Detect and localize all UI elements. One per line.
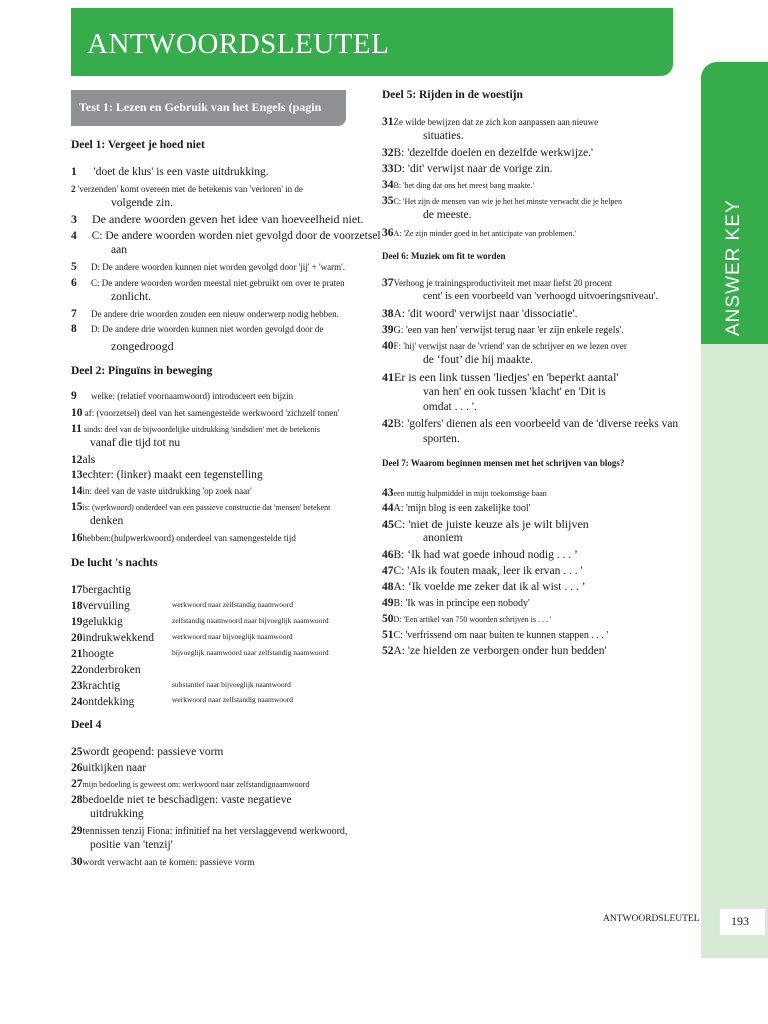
item-text: is: (werkwoord) onderdeel van een passieve constructie dat 'mensen' betekent xyxy=(82,503,331,512)
list-item xyxy=(382,612,551,627)
list-item xyxy=(71,855,255,871)
item-number: 45 xyxy=(382,517,394,531)
item-number: 19 xyxy=(71,616,83,628)
item-number: 46 xyxy=(382,549,394,561)
item-number: 27 xyxy=(71,778,83,790)
page-title: ANTWOORDSLEUTEL xyxy=(87,28,390,60)
section-title: Deel 4 xyxy=(71,719,102,731)
item-number: 9 xyxy=(71,390,77,402)
item-text: C: 'verfrissend om naar buiten te kunnen stappen . . . ' xyxy=(393,630,609,641)
side-strip xyxy=(701,344,768,958)
item-text: Verhoog je trainingsproductiviteit met maar liefst 20 procent xyxy=(393,278,612,288)
item-number: 44 xyxy=(382,502,394,514)
list-item xyxy=(382,644,607,659)
item-number: 48 xyxy=(382,581,394,593)
item-continuation: zongedroogd xyxy=(111,339,174,353)
item-number: 13 xyxy=(71,469,83,481)
item-continuation: denken xyxy=(90,515,124,527)
item-text: D: De andere woorden kunnen niet worden gevolgd door 'jij' + 'warm'. xyxy=(91,262,345,272)
list-item xyxy=(382,307,577,322)
item-text: D: 'Een artikel van 750 woorden schrijven is . . . ' xyxy=(393,615,552,624)
list-item xyxy=(71,745,223,760)
item-continuation: uitdrukking xyxy=(90,808,144,820)
item-text: 'doet de klus' is een vaste uitdrukking. xyxy=(93,166,269,178)
item-number: 35 xyxy=(382,195,394,207)
item-note: werkwoord naar bijvoeglijk naamwoord xyxy=(172,632,293,641)
item-text: B: 'golfers' dienen als een voorbeeld van de 'diverse reeks van xyxy=(393,418,679,430)
list-item xyxy=(382,370,619,385)
item-number: 29 xyxy=(71,825,83,837)
item-number: 28 xyxy=(71,794,83,806)
list-item xyxy=(71,422,320,437)
item-text: echter: (linker) maakt een tegenstelling xyxy=(82,469,263,481)
item-text: als xyxy=(82,454,96,466)
list-item xyxy=(71,793,292,808)
list-item xyxy=(382,194,622,209)
item-text: Er is een link tussen 'liedjes' en 'beperkt aantal' xyxy=(394,370,619,384)
list-item xyxy=(382,162,553,177)
list-item xyxy=(382,564,583,579)
item-text: tennissen tenzij Fiona: infinitief na het verslaggevend werkwoord, xyxy=(82,826,348,837)
list-item xyxy=(71,276,345,291)
list-item xyxy=(71,484,252,499)
item-continuation: anoniem xyxy=(423,532,463,544)
item-note: substantief naar bijvoeglijk naamwoord xyxy=(172,680,291,689)
item-text: hebben:(hulpwerkwoord) onderdeel van samengestelde tijd xyxy=(82,533,296,543)
list-item xyxy=(71,631,154,646)
item-continuation: van hen' en ook tussen 'klacht' en 'Dit is xyxy=(423,386,606,398)
list-item xyxy=(71,761,146,776)
item-text: A: 'ze hielden ze verborgen onder hun bedden' xyxy=(393,645,607,657)
item-number: 51 xyxy=(382,629,394,641)
item-number: 14 xyxy=(71,485,83,497)
item-number: 30 xyxy=(71,856,83,868)
list-item xyxy=(382,146,593,161)
list-item xyxy=(71,260,345,275)
list-item xyxy=(382,276,612,291)
test-banner xyxy=(71,90,346,126)
item-number: 25 xyxy=(71,746,83,758)
list-item xyxy=(71,663,141,678)
item-text: De andere drie woorden zouden een nieuw onderwerp nodig hebben. xyxy=(91,309,339,319)
item-number: 37 xyxy=(382,277,394,289)
item-number: 39 xyxy=(382,324,394,336)
item-text: G: 'een van hen' verwijst terug naar 'er zijn enkele regels'. xyxy=(393,325,624,336)
item-number: 22 xyxy=(71,664,83,676)
item-number: 3 xyxy=(71,212,77,226)
section-title: Deel 2: Pinguïns in beweging xyxy=(71,365,213,377)
item-text: D: De andere drie woorden kunnen niet worden gevolgd door de xyxy=(91,324,324,334)
item-text: welke: (relatief voornaamwoord) introduceert een bijzin xyxy=(91,391,294,401)
list-item xyxy=(382,115,598,130)
list-item xyxy=(382,226,576,241)
item-continuation: volgende zin. xyxy=(111,197,173,209)
list-item xyxy=(71,500,330,515)
list-item xyxy=(382,596,530,611)
item-number: 26 xyxy=(71,762,83,774)
item-text: B: ‘Ik had wat goede inhoud nodig . . . ’ xyxy=(393,549,578,561)
item-number: 7 xyxy=(71,308,77,320)
item-note: zelfstandig naamwoord naar bijvoeglijk naamwoord xyxy=(172,616,329,625)
item-number: 33 xyxy=(382,163,394,175)
section-title: Deel 7: Waarom beginnen mensen met het schrijven van blogs? xyxy=(382,458,625,468)
item-text: uitkijken naar xyxy=(82,762,147,774)
item-text: wordt geopend: passieve vorm xyxy=(82,746,224,758)
list-item xyxy=(71,406,339,421)
item-continuation: de meeste. xyxy=(423,209,472,221)
item-text: B: 'Ik was in principe een nobody' xyxy=(393,598,530,609)
section-title: De lucht 's nachts xyxy=(71,557,158,569)
list-item xyxy=(71,615,123,630)
section-title: Deel 1: Vergeet je hoed niet xyxy=(71,139,205,151)
item-number: 38 xyxy=(382,308,394,320)
item-number: 52 xyxy=(382,645,394,657)
item-number: 36 xyxy=(382,227,394,239)
item-text: C: 'Het zijn de mensen van wie je het het minste verwacht die je helpen xyxy=(393,197,622,206)
item-number: 31 xyxy=(382,116,394,128)
item-text: sinds: deel van de bijwoordelijke uitdrukking 'sindsdien' met de betekenis xyxy=(83,425,320,434)
footer-label: ANTWOORDSLEUTEL xyxy=(603,914,700,924)
item-continuation: vanaf die tijd tot nu xyxy=(90,437,181,449)
item-text: af: (voorzetsel) deel van het samengestelde werkwoord 'zichzelf tonen' xyxy=(84,408,340,418)
item-text: F: 'hij' verwijst naar de 'vriend' van de schrijver en we lezen over xyxy=(393,341,627,351)
item-text: wordt verwacht aan te komen: passieve vorm xyxy=(82,858,255,868)
test-title: Test 1: Lezen en Gebruik van het Engels (pagin xyxy=(79,100,322,114)
page-number: 193 xyxy=(731,914,749,928)
section-title: Deel 5: Rijden in de woestijn xyxy=(382,89,523,101)
list-item xyxy=(71,453,95,468)
item-text: C: De andere woorden worden niet gevolgd door de voorzetsel xyxy=(91,230,381,242)
list-item xyxy=(382,628,608,643)
item-number: 49 xyxy=(382,597,394,609)
item-continuation: de ‘fout’ die hij maakte. xyxy=(423,354,533,366)
item-text: A: 'Ze zijn minder goed in het anticipate van problemen.' xyxy=(393,229,576,238)
list-item xyxy=(71,307,339,322)
item-continuation: zonlicht. xyxy=(111,291,151,303)
item-text: Ze wilde bewijzen dat ze zich kon aanpassen aan nieuwe xyxy=(393,117,599,127)
item-note: bijvoeglijk naamwoord naar zelfstandig naamwoord xyxy=(172,648,329,657)
list-item xyxy=(71,389,293,404)
item-text: in: deel van de vaste uitdrukking 'op zoek naar' xyxy=(82,486,252,496)
item-number: 18 xyxy=(71,600,83,612)
item-continuation: sporten. xyxy=(423,433,460,445)
list-item xyxy=(382,178,534,193)
item-number: 16 xyxy=(71,532,83,544)
list-item xyxy=(71,824,347,839)
item-number: 43 xyxy=(382,487,394,499)
item-text: mijn bedoeling is geweest om: werkwoord naar zelfstandignaamwoord xyxy=(82,780,310,789)
item-number: 6 xyxy=(71,277,77,289)
item-continuation: omdat . . . '. xyxy=(423,401,477,413)
item-text: onderbroken xyxy=(82,664,141,676)
item-number: 40 xyxy=(382,340,394,352)
item-continuation: cent' is een voorbeeld van 'verhoogd uitvoeringsniveau'. xyxy=(423,291,659,302)
item-text: De andere woorden geven het idee van hoeveelheid niet. xyxy=(92,212,364,226)
item-text: B: 'het ding dat ons het meest bang maakte.' xyxy=(393,181,534,190)
item-text: krachtig xyxy=(82,680,121,692)
item-number: 21 xyxy=(71,648,83,660)
item-text: ontdekking xyxy=(82,696,135,708)
list-item xyxy=(71,679,120,694)
list-item xyxy=(71,322,323,337)
item-number: 24 xyxy=(71,696,83,708)
list-item xyxy=(71,695,134,710)
item-number: 50 xyxy=(382,613,394,625)
list-item xyxy=(71,531,296,546)
item-number: 17 xyxy=(71,584,83,596)
item-text: C: De andere woorden worden meestal niet gebruikt om over te praten xyxy=(91,278,345,288)
list-item xyxy=(382,517,589,532)
item-number: 10 xyxy=(71,407,83,419)
item-number: 15 xyxy=(71,501,83,513)
section-title: Deel 6: Muziek om fit te worden xyxy=(382,251,506,261)
item-note: werkwoord naar zelfstandig naamwoord xyxy=(172,695,293,704)
list-item xyxy=(71,229,381,244)
list-item xyxy=(382,486,547,501)
item-number: 42 xyxy=(382,418,394,430)
item-number: 4 xyxy=(71,230,77,242)
item-number: 32 xyxy=(382,147,394,159)
list-item xyxy=(71,468,263,483)
item-text: 'verzenden' komt overeen met de betekenis van 'verloren' in de xyxy=(77,184,303,194)
list-item xyxy=(382,417,678,432)
item-text: A: 'dit woord' verwijst naar 'dissociatie'. xyxy=(393,308,578,320)
list-item xyxy=(382,580,585,595)
list-item xyxy=(71,182,303,197)
list-item xyxy=(382,501,530,516)
item-number: 41 xyxy=(382,370,394,384)
list-item xyxy=(382,339,627,354)
item-number: 34 xyxy=(382,179,394,191)
list-item xyxy=(71,583,131,598)
item-number: 5 xyxy=(71,261,77,273)
list-item xyxy=(382,323,624,338)
item-number: 12 xyxy=(71,454,83,466)
list-item xyxy=(71,647,114,662)
item-note: werkwoord naar zelfstandig naamwoord xyxy=(172,600,293,609)
list-item xyxy=(382,548,578,563)
list-item xyxy=(71,212,364,227)
item-text: C: 'Als ik fouten maak, leer ik ervan . . . ' xyxy=(393,565,583,577)
item-text: hoogte xyxy=(82,648,114,660)
item-text: indrukwekkend xyxy=(82,632,155,644)
item-text: C: 'niet de juiste keuze als je wilt blijven xyxy=(394,517,589,531)
item-number: 20 xyxy=(71,632,83,644)
item-text: een nuttig hulpmiddel in mijn toekomstige baan xyxy=(393,489,547,498)
item-number: 11 xyxy=(71,423,82,435)
item-text: A: 'mijn blog is een zakelijke tool' xyxy=(393,503,531,514)
item-text: gelukkig xyxy=(82,616,123,628)
item-number: 8 xyxy=(71,323,77,335)
item-text: D: 'dit' verwijst naar de vorige zin. xyxy=(393,163,553,175)
list-item xyxy=(71,599,130,614)
item-number: 2 xyxy=(71,184,76,194)
item-text: B: 'dezelfde doelen en dezelfde werkwijze.' xyxy=(393,147,594,159)
list-item xyxy=(71,165,269,180)
list-item xyxy=(71,777,309,792)
item-number: 1 xyxy=(71,166,77,178)
item-continuation: situaties. xyxy=(423,130,464,142)
item-number: 47 xyxy=(382,565,394,577)
item-number: 23 xyxy=(71,680,83,692)
side-label: ANSWER KEY xyxy=(723,199,744,336)
header-bar xyxy=(71,8,673,76)
item-continuation: aan xyxy=(111,244,127,256)
item-text: A: ‘Ik voelde me zeker dat ik al wist . . . ’ xyxy=(393,581,586,593)
item-text: vervuiling xyxy=(82,600,130,612)
item-text: bergachtig xyxy=(82,584,131,596)
item-continuation: positie van 'tenzij' xyxy=(90,839,173,851)
item-text: bedoelde niet te beschadigen: vaste negatieve xyxy=(82,794,292,806)
